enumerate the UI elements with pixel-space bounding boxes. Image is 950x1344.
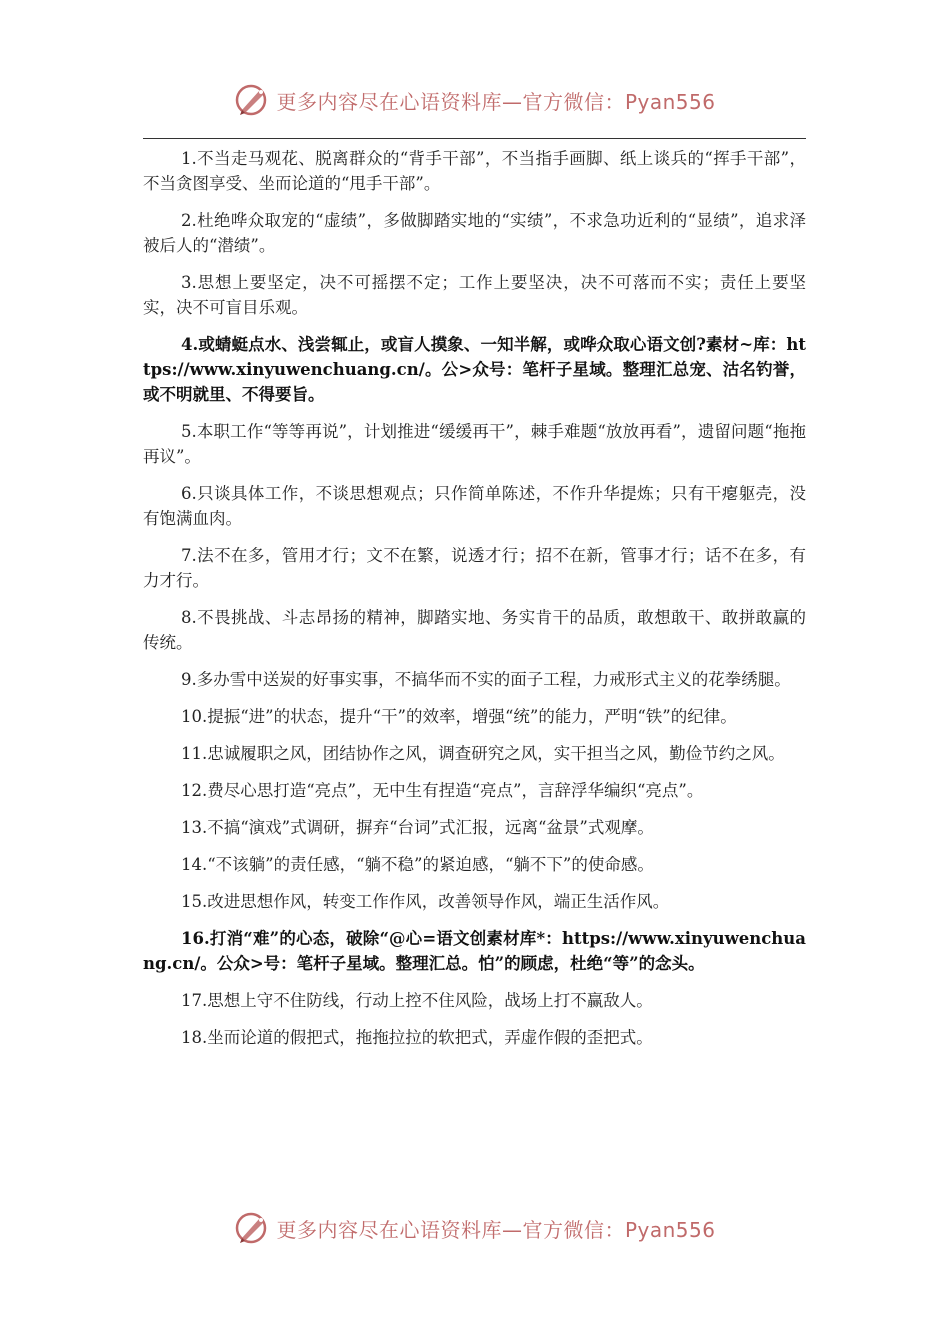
paragraph-item: 16.打消“难”的心态，破除“@心=语文创素材库*：https://www.xinyuwenchuang.cn/。公众>号：笔杆子星域。整理汇总。怕”的顾虑，杜绝“等”的念头。	[143, 929, 806, 973]
paragraph-item: 8.不畏挑战、斗志昂扬的精神，脚踏实地、务实肯干的品质，敢想敢干、敢拼敢赢的传统。	[143, 608, 806, 652]
paragraph-item: 15.改进思想作风，转变工作作风，改善领导作风，端正生活作风。	[181, 892, 670, 911]
paragraph-item: 2.杜绝哗众取宠的“虚绩”，多做脚踏实地的“实绩”，不求急功近利的“显绩”，追求泽被后人的“潜绩”。	[143, 211, 806, 255]
paragraph-item: 5.本职工作“等等再说”，计划推进“缓缓再干”，棘手难题“放放再看”，遗留问题“拖拖再议”。	[143, 422, 806, 466]
document-body	[143, 146, 806, 1062]
paragraph-item: 1.不当走马观花、脱离群众的“背手干部”，不当指手画脚、纸上谈兵的“挥手干部”，不当贪图享受、坐而论道的“甩手干部”。	[143, 149, 806, 193]
paragraph-item: 9.多办雪中送炭的好事实事，不搞华而不实的面子工程，力戒形式主义的花拳绣腿。	[181, 670, 791, 689]
footer-banner-text: 更多内容尽在心语资料库—官方微信：Pyan556	[276, 1217, 716, 1242]
paragraph-item: 4.或蜻蜓点水、浅尝辄止，或盲人摸象、一知半解，或哗众取心语文创?素材~库：https://www.xinyuwenchuang.cn/。公>众号：笔杆子星域。整理汇总宠、沽名钓誉，或不明就里、不得要旨。	[143, 335, 806, 404]
paragraph-item: 6.只谈具体工作，不谈思想观点；只作简单陈述，不作升华提炼；只有干瘪躯壳，没有饱满血肉。	[143, 484, 806, 528]
paragraph-item: 10.提振“进”的状态，提升“干”的效率，增强“统”的能力，严明“铁”的纪律。	[181, 707, 737, 726]
pen-nib-logo-icon	[234, 1210, 270, 1246]
header-divider	[143, 138, 806, 139]
pen-nib-logo-icon	[234, 82, 270, 118]
paragraph-item: 12.费尽心思打造“亮点”，无中生有捏造“亮点”，言辞浮华编织“亮点”。	[181, 781, 704, 800]
footer-banner	[0, 1208, 950, 1248]
paragraph-item: 18.坐而论道的假把式，拖拖拉拉的软把式，弄虚作假的歪把式。	[181, 1028, 653, 1047]
paragraph-item: 17.思想上守不住防线，行动上控不住风险，战场上打不赢敌人。	[181, 991, 653, 1010]
paragraph-item: 7.法不在多，管用才行；文不在繁，说透才行；招不在新，管事才行；话不在多，有力才行。	[143, 546, 806, 590]
header-banner-text: 更多内容尽在心语资料库—官方微信：Pyan556	[276, 89, 716, 114]
paragraph-item: 3.思想上要坚定，决不可摇摆不定；工作上要坚决，决不可落而不实；责任上要坚实，决不可盲目乐观。	[143, 273, 806, 317]
paragraph-item: 11.忠诚履职之风，团结协作之风，调查研究之风，实干担当之风，勤俭节约之风。	[181, 744, 785, 763]
header-banner	[0, 80, 950, 120]
paragraph-item: 13.不搞“演戏”式调研，摒弃“台词”式汇报，远离“盆景”式观摩。	[181, 818, 654, 837]
paragraph-item: 14.“不该躺”的责任感，“躺不稳”的紧迫感，“躺不下”的使命感。	[181, 855, 654, 874]
